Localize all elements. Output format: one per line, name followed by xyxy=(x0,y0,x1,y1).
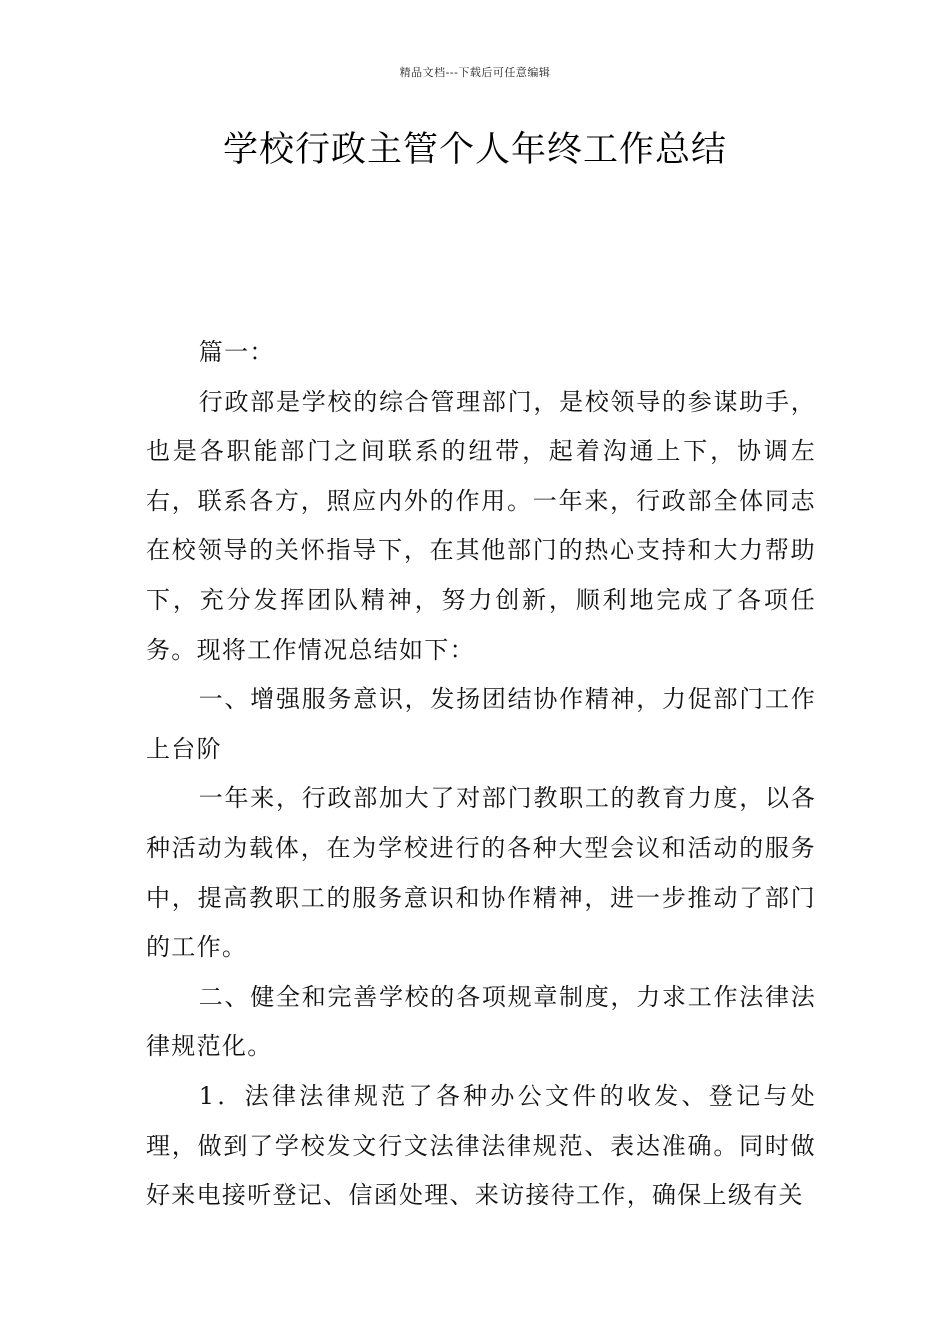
paragraph-section-label: 篇一： xyxy=(198,338,275,366)
document-body xyxy=(146,328,816,1221)
paragraph-heading-2: 二、健全和完善学校的各项规章制度，力求工作法律法律规范化。 xyxy=(146,982,816,1061)
header-note: 精品文档---下载后可任意编辑 xyxy=(399,66,551,79)
paragraph-intro: 行政部是学校的综合管理部门，是校领导的参谋助手，也是各职能部门之间联系的纽带，起着沟通上下，协调左右，联系各方，照应内外的作用。一年来，行政部全体同志在校领导的关怀指导下，在其他部门的热心支持和大力帮助下，充分发挥团队精神，努力创新，顺利地完成了各项任务。现将工作情况总结如下： xyxy=(146,387,816,664)
document-title: 学校行政主管个人年终工作总结 xyxy=(222,130,727,170)
paragraph-heading-1: 一、增强服务意识，发扬团结协作精神，力促部门工作上台阶 xyxy=(146,685,816,763)
paragraph-body-1: 一年来，行政部加大了对部门教职工的教育力度，以各种活动为载体，在为学校进行的各种大型会议和活动的服务中，提高教职工的服务意识和协作精神，进一步推动了部门的工作。 xyxy=(146,784,816,962)
paragraph-item-1: 1．法律法律规范了各种办公文件的收发、登记与处理，做到了学校发文行文法律法律规范、表达准确。同时做好来电接听登记、信函处理、来访接待工作，确保上级有关 xyxy=(146,1081,816,1210)
